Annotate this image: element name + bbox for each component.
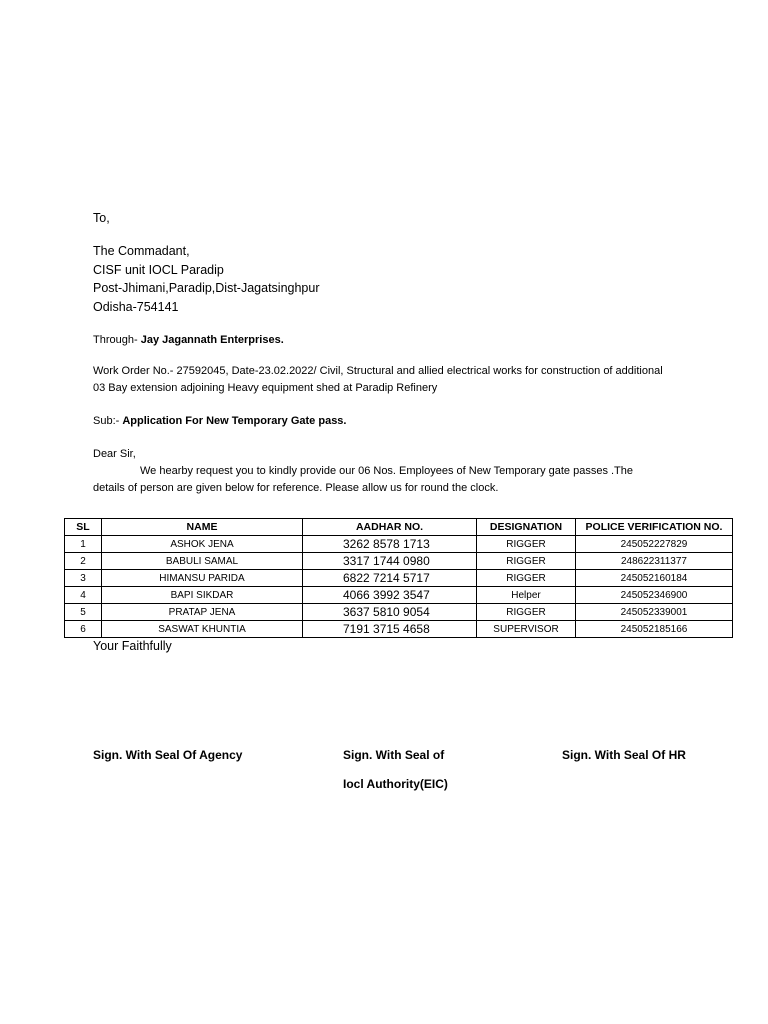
cell-designation: RIGGER	[477, 536, 576, 553]
to-line: To,	[93, 211, 110, 225]
cell-sl: 4	[65, 587, 102, 604]
closing: Your Faithfully	[93, 639, 172, 653]
through-label: Through-	[93, 334, 138, 346]
table-row	[65, 536, 733, 553]
cell-aadhar: 3637 5810 9054	[303, 604, 477, 621]
table-header-row	[65, 519, 733, 536]
header-name: NAME	[102, 519, 303, 536]
address-line: Odisha-754141	[93, 299, 179, 314]
table-row	[65, 570, 733, 587]
cell-name: PRATAP JENA	[102, 604, 303, 621]
recipient-address	[93, 242, 320, 316]
cell-police-verification: 248622311377	[576, 553, 733, 570]
table-row	[65, 553, 733, 570]
table-row	[65, 621, 733, 638]
cell-sl: 1	[65, 536, 102, 553]
cell-designation: RIGGER	[477, 570, 576, 587]
cell-name: HIMANSU PARIDA	[102, 570, 303, 587]
cell-designation: RIGGER	[477, 604, 576, 621]
header-designation: DESIGNATION	[477, 519, 576, 536]
body-line-1: We hearby request you to kindly provide our 06 Nos. Employees of New Temporary gate passes .The	[140, 465, 634, 477]
cell-designation: SUPERVISOR	[477, 621, 576, 638]
salutation: Dear Sir,	[93, 448, 136, 460]
cell-sl: 3	[65, 570, 102, 587]
cell-designation: Helper	[477, 587, 576, 604]
cell-aadhar: 7191 3715 4658	[303, 621, 477, 638]
cell-sl: 2	[65, 553, 102, 570]
cell-sl: 5	[65, 604, 102, 621]
table-row	[65, 587, 733, 604]
cell-police-verification: 245052339001	[576, 604, 733, 621]
cell-designation: RIGGER	[477, 553, 576, 570]
cell-name: SASWAT KHUNTIA	[102, 621, 303, 638]
hr-signature-label: Sign. With Seal Of HR	[562, 748, 686, 762]
cell-sl: 6	[65, 621, 102, 638]
cell-aadhar: 3317 1744 0980	[303, 553, 477, 570]
cell-name: ASHOK JENA	[102, 536, 303, 553]
cell-aadhar: 4066 3992 3547	[303, 587, 477, 604]
agency-signature-label: Sign. With Seal Of Agency	[93, 748, 243, 762]
cell-police-verification: 245052227829	[576, 536, 733, 553]
header-aadhar: AADHAR NO.	[303, 519, 477, 536]
cell-name: BAPI SIKDAR	[102, 587, 303, 604]
cell-police-verification: 245052185166	[576, 621, 733, 638]
cell-police-verification: 245052346900	[576, 587, 733, 604]
subject-line	[93, 415, 346, 427]
work-order-paragraph: Work Order No.- 27592045, Date-23.02.2022/ Civil, Structural and allied electrical works for construction of additional 03 Bay extension adjoining Heavy equipment shed at Paradip Refinery	[93, 365, 663, 394]
through-value: Jay Jagannath Enterprises.	[140, 334, 284, 346]
cell-aadhar: 3262 8578 1713	[303, 536, 477, 553]
address-line: The Commadant,	[93, 244, 190, 258]
subject-label: Sub:-	[93, 415, 120, 427]
employee-table	[64, 518, 733, 638]
table-row	[65, 604, 733, 621]
iocl-signature-label-line-1: Sign. With Seal of	[343, 748, 445, 762]
cell-aadhar: 6822 7214 5717	[303, 570, 477, 587]
subject-value: Application For New Temporary Gate pass.	[122, 415, 347, 427]
through-line	[93, 334, 284, 346]
address-line: CISF unit IOCL Paradip	[93, 262, 224, 277]
cell-police-verification: 245052160184	[576, 570, 733, 587]
header-sl: SL	[65, 519, 102, 536]
address-line: Post-Jhimani,Paradip,Dist-Jagatsinghpur	[93, 281, 320, 295]
iocl-signature-label-line-2: Iocl Authority(EIC)	[343, 777, 448, 791]
body-line-2: details of person are given below for reference. Please allow us for round the clock.	[93, 482, 499, 494]
cell-name: BABULI SAMAL	[102, 553, 303, 570]
header-police-verification: POLICE VERIFICATION NO.	[576, 519, 733, 536]
